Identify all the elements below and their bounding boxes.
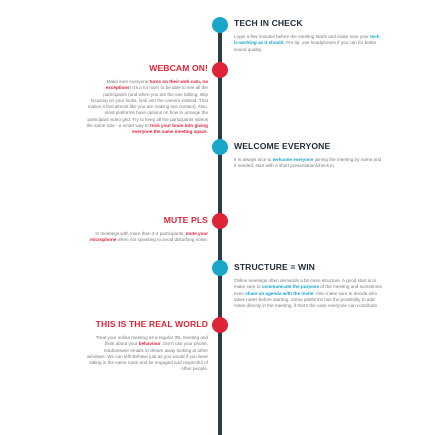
entry-title: THIS IS THE REAL WORLD <box>95 319 208 329</box>
entry-title: MUTE PLS <box>163 215 208 225</box>
highlighted-text: welcome everyone <box>272 157 314 162</box>
body-text: ! It's a lot nicer to be able to see all the participants (and when you are the one talking, skip focusing on your looks, look into the camera instead. That makes it feel almost like you are making eye contact). Also, most platforms have options on how to arrange the participant video grid. Try to keep all the participants videos the same size - a smart way to <box>86 85 208 129</box>
timeline-dot-webcam <box>212 62 228 78</box>
timeline-entry-real-world <box>16 319 208 373</box>
highlighted-text: communicate the purpose <box>261 284 320 290</box>
body-text: when not speaking to avoid disturbing noise. <box>116 237 208 243</box>
body-text: . Pro tip: use headphones if you can for better sound quality. <box>234 40 377 52</box>
highlighted-text: behaviour <box>138 341 161 347</box>
highlighted-text: turns on their web cam, no exceptions <box>105 79 208 91</box>
timeline-entry-mute <box>16 215 208 244</box>
timeline-dot-real-world <box>212 317 228 333</box>
timeline-entry-welcome <box>234 141 384 170</box>
timeline-dot-welcome <box>212 139 228 155</box>
entry-title: WEBCAM ON! <box>149 63 208 73</box>
body-text: . Also make sure to decide who takes notes before starting. Some platforms has the possibility to add notes directly in the meeting, if that's the case everyone can contribute. <box>234 290 379 309</box>
body-text: Make sure everyone <box>106 79 150 84</box>
timeline-dot-mute <box>212 213 228 229</box>
timeline-entry-webcam <box>16 63 208 136</box>
highlighted-text: share an agenda with the invite <box>245 290 314 296</box>
entry-body <box>86 231 208 244</box>
body-text: It is always nice to <box>234 157 273 162</box>
body-text: Treat your online meeting as a regular IRL meeting and think about your <box>95 335 208 347</box>
highlighted-text: trick your brain into giving everyone the same meeting space <box>132 123 208 135</box>
entry-body <box>86 335 208 373</box>
entry-body <box>234 278 384 309</box>
highlighted-text: tech is working as it should <box>234 34 380 46</box>
body-text: of the meeting and sometimes even <box>234 284 382 296</box>
body-text: Login a few minutes before the meeting starts and make sure your <box>234 34 371 39</box>
body-text: In meetings with more than 3-4 participants, <box>95 231 186 236</box>
entry-title: TECH IN CHECK <box>234 18 303 28</box>
timeline-dot-tech <box>212 17 228 33</box>
body-text: . Don't use your phone, read/answer emails or dream away looking at other windows. We can tell! Behave just as you would if you were sitting in the same room and be engaged and respectful of other people. <box>87 341 208 372</box>
entry-body <box>234 157 384 170</box>
entry-body <box>234 34 384 53</box>
entry-body <box>86 79 208 136</box>
highlighted-text: mute your microphone <box>90 231 208 243</box>
timeline-entry-structure <box>234 262 384 309</box>
entry-title: WELCOME EVERYONE <box>234 141 331 151</box>
body-text: . <box>206 129 208 135</box>
body-text: joining the meeting by name and if needed, start with a short presentation/check in. <box>234 157 382 169</box>
entry-title: STRUCTURE = WIN <box>234 262 315 272</box>
timeline-line <box>218 24 222 435</box>
timeline-entry-tech <box>234 18 384 53</box>
body-text: Online meetings often demands a bit more structure. A good start is to make sure to <box>234 278 377 290</box>
timeline-dot-structure <box>212 260 228 276</box>
